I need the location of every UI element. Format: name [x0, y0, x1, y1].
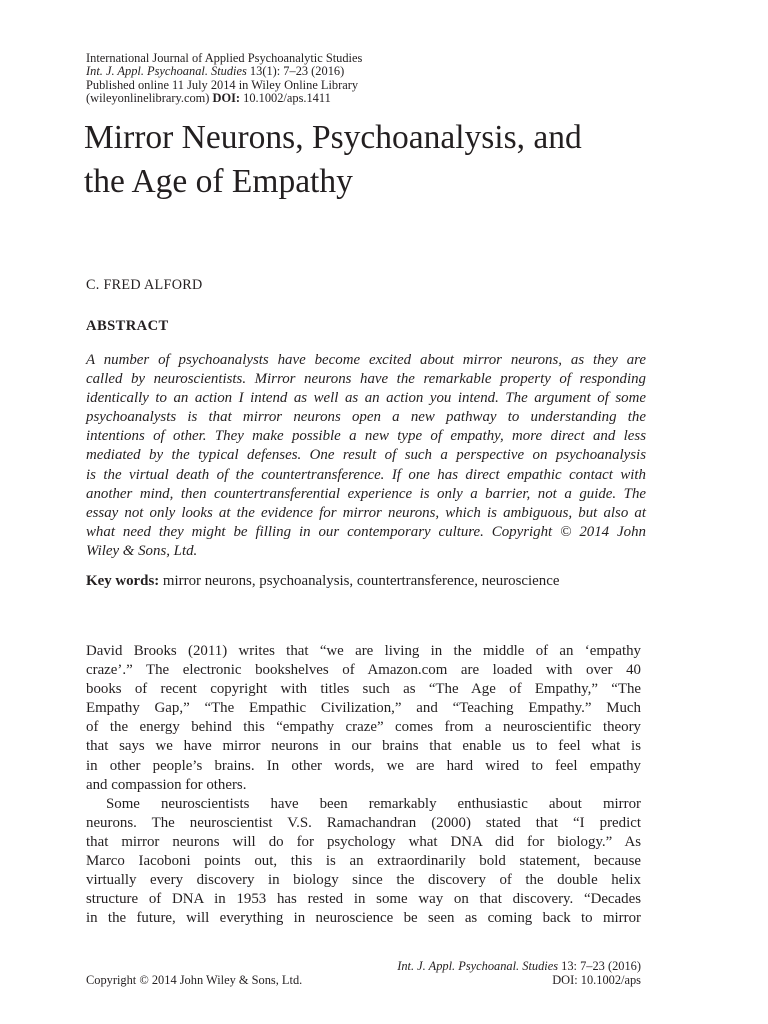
abstract-line: intentions of other. They make possible a new type of empathy, more direct and less [86, 428, 646, 445]
body-line: in the future, will everything in neuroscience be seen as coming back to mirror [86, 910, 641, 927]
abstract-line: another mind, then countertransferential experience is only a barrier, not a guide. The [86, 485, 646, 502]
article-title [84, 116, 684, 204]
doi-line [86, 92, 686, 105]
footer-citation-line [397, 959, 641, 973]
published-line: Published online 11 July 2014 in Wiley Online Library [86, 77, 359, 92]
abstract-line: mediated by the typical defenses. One result of such a perspective on psychoanalysis [86, 447, 646, 464]
journal-citation-volume: 13(1): 7–23 (2016) [246, 64, 345, 79]
abstract-heading: ABSTRACT [86, 318, 169, 334]
footer-doi: DOI: 10.1002/aps [552, 973, 641, 987]
keywords-label: Key words: [86, 573, 160, 589]
footer-citation-abbrev: Int. J. Appl. Psychoanal. Studies [397, 959, 559, 973]
body-line: that mirror neurons will do for psychology what DNA did for biology.” As [86, 833, 641, 850]
abstract-line: what need they might be filling in our contemporary culture. Copyright © 2014 John [86, 523, 646, 540]
footer-copyright: Copyright © 2014 John Wiley & Sons, Ltd. [86, 973, 303, 987]
abstract-line: identically to an action I intend as well as an action you intend. The argument of some [86, 390, 646, 407]
keywords [86, 573, 559, 590]
abstract-line: Wiley & Sons, Ltd. [86, 542, 198, 559]
author-name: C. FRED ALFORD [86, 277, 203, 293]
journal-header [86, 52, 686, 106]
keywords-value: mirror neurons, psychoanalysis, countertransference, neuroscience [159, 573, 560, 589]
body-line: structure of DNA in 1953 has rested in some way on that discovery. “Decades [86, 891, 641, 908]
body-line: in other people’s brains. In other words, we are hard wired to feel empathy [86, 757, 641, 774]
body-line: Some neuroscientists have been remarkably enthusiastic about mirror [106, 795, 641, 812]
abstract-line: essay not only looks at the evidence for mirror neurons, which is ambiguous, but also at [86, 504, 646, 521]
body-line: Marco Iacoboni points out, this is an extraordinarily bold statement, because [86, 853, 641, 870]
body-line: virtually every discovery in biology since the discovery of the double helix [86, 872, 641, 889]
abstract-line: called by neuroscientists. Mirror neurons have the remarkable property of responding [86, 371, 646, 388]
footer-citation-volume: 13: 7–23 (2016) [558, 959, 641, 973]
abstract-line: is the virtual death of the countertransference. If one has direct empathic contact with [86, 466, 646, 483]
journal-citation [86, 65, 686, 78]
body-line: of the energy behind this “empathy craze” comes from a neuroscientific theory [86, 719, 641, 736]
body-line: neurons. The neuroscientist V.S. Ramachandran (2000) stated that “I predict [86, 814, 641, 831]
article-title-line-1: Mirror Neurons, Psychoanalysis, and [84, 119, 582, 156]
doi-value[interactable]: 10.1002/aps.1411 [240, 91, 331, 106]
library-url[interactable]: (wileyonlinelibrary.com) [86, 91, 213, 106]
body-line: Empathy Gap,” “The Empathic Civilization,” and “Teaching Empathy.” Much [86, 700, 641, 717]
journal-name: International Journal of Applied Psychoanalytic Studies [86, 51, 363, 65]
abstract-line: psychoanalysts is that mirror neurons open a new pathway to understanding the [86, 409, 646, 426]
main-body [86, 642, 641, 928]
abstract-line: A number of psychoanalysts have become excited about mirror neurons, as they are [86, 352, 646, 368]
body-line: and compassion for others. [86, 776, 247, 793]
journal-citation-abbrev: Int. J. Appl. Psychoanal. Studies [86, 64, 247, 79]
article-title-line-2: the Age of Empathy [84, 163, 353, 200]
footer-citation [397, 959, 641, 987]
body-line: David Brooks (2011) writes that “we are living in the middle of an ‘empathy [86, 643, 641, 659]
doi-label: DOI: [212, 91, 241, 106]
abstract-body [86, 351, 646, 561]
body-line: that says we have mirror neurons in our brains that enable us to feel what is [86, 738, 641, 755]
body-line: books of recent copyright with titles such as “The Age of Empathy,” “The [86, 681, 641, 698]
body-line: craze’.” The electronic bookshelves of Amazon.com are loaded with over 40 [86, 662, 641, 679]
